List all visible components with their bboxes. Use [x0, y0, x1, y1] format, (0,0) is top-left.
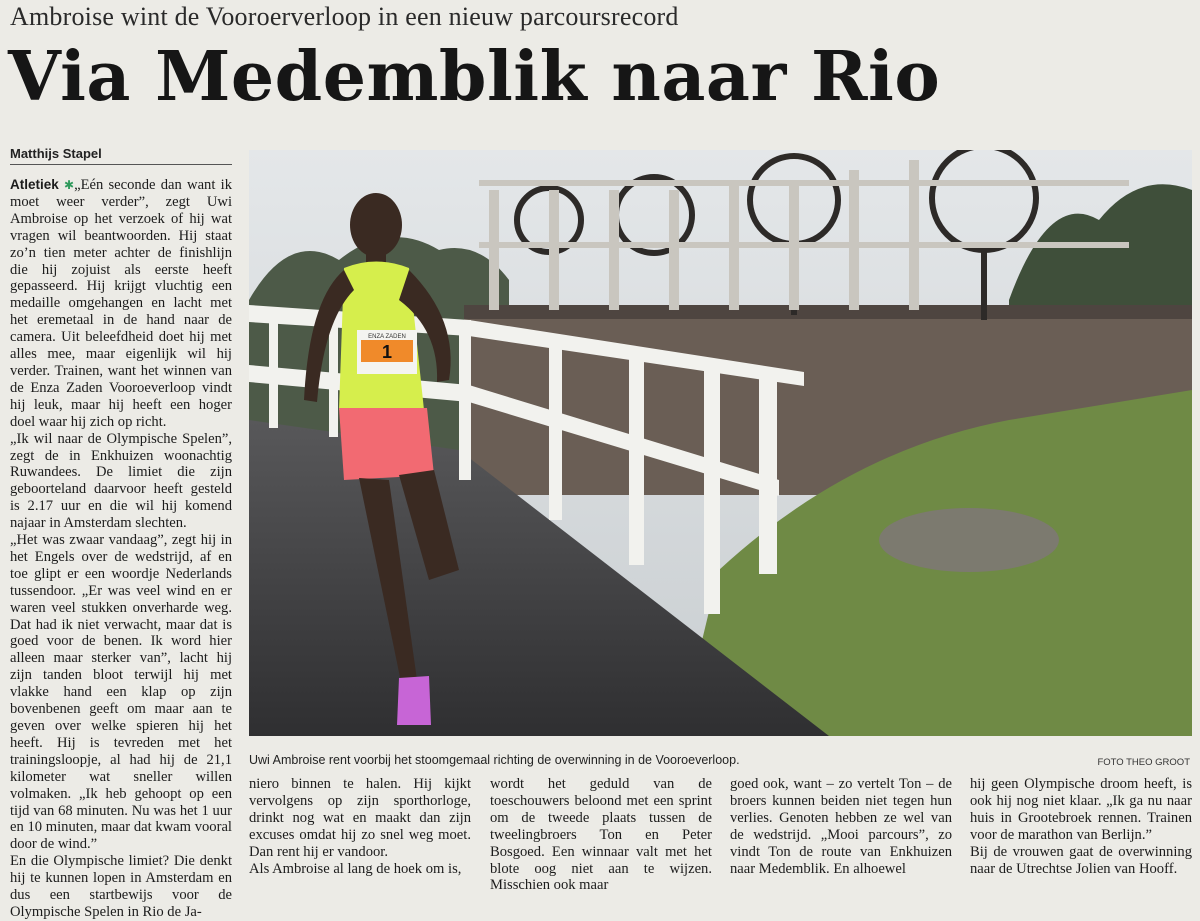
- article-headline: Via Medemblik naar Rio: [8, 37, 941, 117]
- body-column-3: [490, 776, 712, 894]
- paragraph: Als Ambroise al lang de hoek om is,: [249, 860, 462, 877]
- photo-caption: Uwi Ambroise rent voorbij het stoomgemaal richting de overwinning in de Vooroeverloop.: [249, 753, 740, 767]
- paragraph: hij geen Olympische droom heeft, is ook hij nog niet klaar. „Ik ga nu naar huis in Grootebroek rennen. Trainen voor de marathon van Berlijn.”: [970, 776, 1192, 843]
- section-star-icon: ✱: [64, 178, 75, 192]
- article-kicker: Ambroise wint de Vooroerverloop in een nieuw parcoursrecord: [10, 2, 679, 31]
- wall-top: [464, 305, 1192, 319]
- show-through-text: [249, 736, 1192, 754]
- bib-number: 1: [381, 342, 393, 362]
- paragraph: goed ook, want – zo vertelt Ton – de broers kunnen beiden niet tegen hun verlies. Genoten hebben ze wel van de wedstrijd. „Mooi parcours”, zo vindt Ton de route van Enkhuizen naar Medemblik. En alhoewel: [730, 776, 952, 877]
- paragraph: Bij de vrouwen gaat de overwinning naar de Utrechtse Jolien van Hooff.: [970, 843, 1192, 877]
- article-photo: [249, 150, 1192, 736]
- paragraph-text: „Eén seconde dan want ik moet weer verder”, zegt Uwi Ambroise op het verzoek of hij wat vragen wil beantwoorden. Hij staat zo’n tien meter achter de finishlijn die hij zojuist als eerste heeft gepasseerd. Hij krijgt vluchtig een medaille omgehangen en lacht met het eremetaal in de hand naar de camera. Uit beleefdheid doet hij met alles mee, maar eigenlijk wil hij verder. Trainen, want het winnen van de Enza Zaden Vooroeverloop vindt hij leuk, maar hij heeft een hoger doel waar hij zich op richt.: [10, 177, 232, 430]
- body-column-4: [730, 776, 952, 877]
- paragraph-2: „Ik wil naar de Olympische Spelen”, zegt de in Enkhuizen woonachtig Ruwandees. De limiet die zijn geboorteland daarvoor heeft gesteld is 2.17 uur en die wil hij komend najaar in Amsterdam slechten.: [10, 430, 232, 532]
- rock: [879, 508, 1059, 572]
- byline: Matthijs Stapel: [10, 146, 232, 165]
- paragraph: niero binnen te halen. Hij kijkt vervolgens op zijn sporthorloge, drinkt nog wat en maakt dan zijn excuses omdat hij zo snel weg moet. Dan rent hij er vandoor.: [249, 776, 471, 860]
- photo-credit: FOTO THEO GROOT: [1097, 757, 1190, 768]
- paragraph-1: [10, 177, 232, 431]
- paragraph: wordt het geduld van de toeschouwers beloond met een sprint om de tweede plaats tussen de tweelingbroers Ton en Peter Bosgoed. Een winnaar valt met het blote oog niet aan te wijzen. Misschien ook maar: [490, 776, 712, 894]
- photo-illustration: [249, 150, 1192, 736]
- paragraph-3: „Het was zwaar vandaag”, zegt hij in het Engels over de wedstrijd, af en toe glipt er een woordje Nederlands tussendoor. „Er was veel wind en er waren veel stukken onverharde weg. Dat had ik niet verwacht, maar dat is goed voor de benen. Ik word hier alleen maar sterker van”, lacht hij zijn tanden bloot terwijl hij met vlakke hand een klap op zijn bovenbenen geeft om maar aan te geven over welke spieren hij het heeft. Hij is tevreden met het trainingsloopje, al had hij de 21,1 kilometer wat sneller willen volmaken. „Ik heb gehoopt op een tijd van 68 minuten. Nu was het 1 uur en 10 minuten, maar dat kwam vooral door de wind.”: [10, 532, 232, 853]
- body-column-2: [249, 776, 471, 877]
- body-column-5: [970, 776, 1192, 877]
- paragraph-4: En die Olympische limiet? Die denkt hij te kunnen lopen in Amsterdam en dus een startbewijs voor de Olympische Spelen in Rio de Ja-: [10, 853, 232, 920]
- body-column-1: [10, 177, 232, 921]
- section-label: Atletiek: [10, 177, 59, 192]
- bib-event: ENZA ZADEN: [368, 334, 406, 340]
